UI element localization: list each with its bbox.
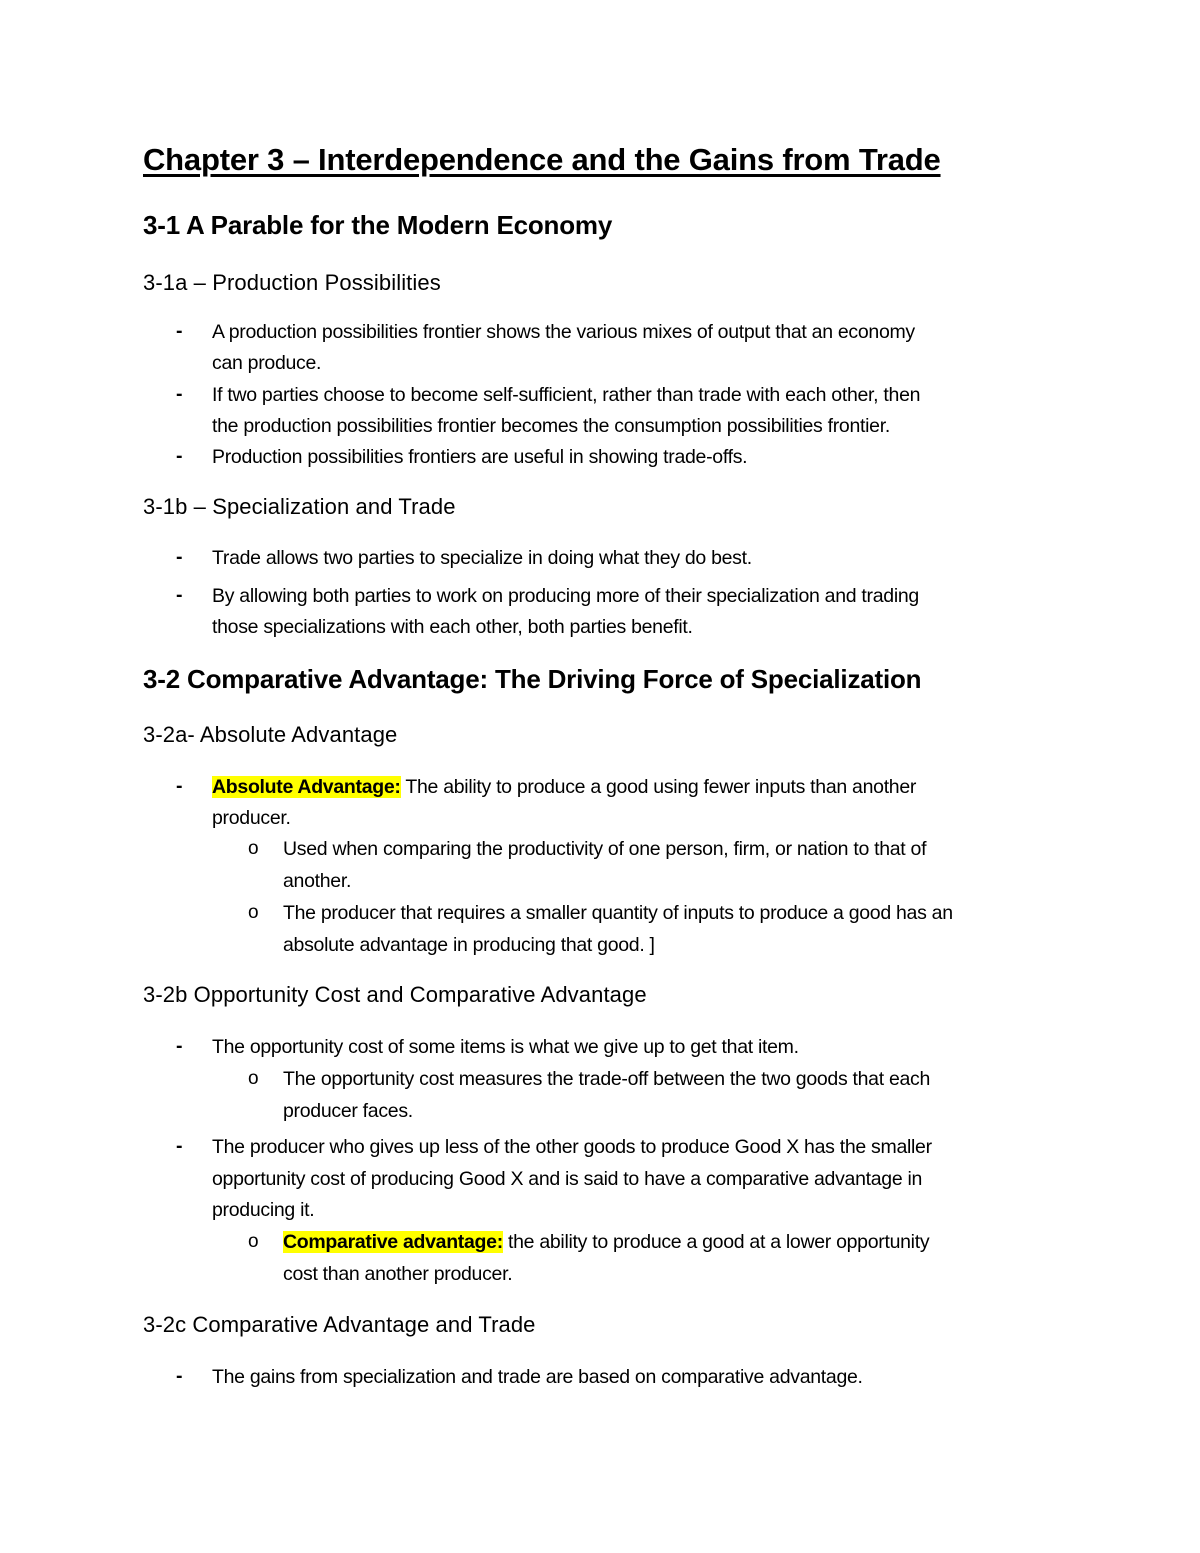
bullet-text: producing it. (212, 1199, 315, 1221)
dash-bullet-marker: - (176, 320, 183, 342)
bullet-text: Trade allows two parties to specialize in doing what they do best. (212, 547, 752, 569)
circle-bullet-marker: o (248, 838, 259, 859)
bullet-text: producer. (212, 807, 291, 829)
bullet-text: A production possibilities frontier shows the various mixes of output that an economy (212, 321, 915, 343)
bullet-text: The gains from specialization and trade are based on comparative advantage. (212, 1366, 863, 1388)
dash-bullet-marker: - (176, 546, 183, 568)
bullet-text: Production possibilities frontiers are useful in showing trade-offs. (212, 446, 748, 468)
page-title: Chapter 3 – Interdependence and the Gains from Trade (143, 142, 941, 177)
bullet-text: the production possibilities frontier becomes the consumption possibilities frontier. (212, 415, 890, 437)
circle-bullet-marker: o (248, 902, 259, 923)
sub-bullet-text: producer faces. (283, 1100, 413, 1122)
highlighted-term: Absolute Advantage: (212, 776, 401, 798)
section-heading: 3-1 A Parable for the Modern Economy (143, 210, 613, 240)
section-heading: 3-2 Comparative Advantage: The Driving Force of Specialization (143, 664, 922, 694)
dash-bullet-marker: - (176, 775, 183, 797)
bullet-text: can produce. (212, 352, 322, 374)
subsection-heading: 3-2b Opportunity Cost and Comparative Advantage (143, 982, 647, 1007)
dash-bullet-marker: - (176, 1135, 183, 1157)
sub-bullet-text: another. (283, 870, 352, 892)
bullet-text: opportunity cost of producing Good X and is said to have a comparative advantage in (212, 1168, 923, 1190)
bullet-text-part: The ability to produce a good using fewer inputs than another (400, 776, 917, 798)
dash-bullet-marker: - (176, 1365, 183, 1387)
subsection-heading: 3-1b – Specialization and Trade (143, 494, 456, 519)
subsection-heading: 3-1a – Production Possibilities (143, 270, 441, 295)
bullet-text: If two parties choose to become self-sufficient, rather than trade with each other, then (212, 384, 921, 406)
dash-bullet-marker: - (176, 445, 183, 467)
sub-bullet-text-part: the ability to produce a good at a lower opportunity (502, 1231, 930, 1253)
dash-bullet-marker: - (176, 383, 183, 405)
sub-bullet-text: The producer that requires a smaller quantity of inputs to produce a good has an (283, 902, 953, 924)
sub-bullet-text: absolute advantage in producing that good. ] (283, 934, 655, 956)
subsection-heading: 3-2c Comparative Advantage and Trade (143, 1312, 536, 1337)
circle-bullet-marker: o (248, 1068, 259, 1089)
sub-bullet-text: cost than another producer. (283, 1263, 513, 1285)
dash-bullet-marker: - (176, 1035, 183, 1057)
highlighted-term: Comparative advantage: (283, 1231, 503, 1253)
bullet-text (212, 776, 916, 799)
bullet-text: By allowing both parties to work on producing more of their specialization and trading (212, 585, 919, 607)
subsection-heading: 3-2a- Absolute Advantage (143, 722, 398, 747)
sub-bullet-text: The opportunity cost measures the trade-off between the two goods that each (283, 1068, 931, 1090)
bullet-text: those specializations with each other, both parties benefit. (212, 616, 693, 638)
circle-bullet-marker: o (248, 1231, 259, 1252)
bullet-text: The producer who gives up less of the other goods to produce Good X has the smaller (212, 1136, 932, 1158)
sub-bullet-text (283, 1231, 929, 1254)
sub-bullet-text: Used when comparing the productivity of one person, firm, or nation to that of (283, 838, 927, 860)
bullet-text: The opportunity cost of some items is what we give up to get that item. (212, 1036, 799, 1058)
dash-bullet-marker: - (176, 584, 183, 606)
